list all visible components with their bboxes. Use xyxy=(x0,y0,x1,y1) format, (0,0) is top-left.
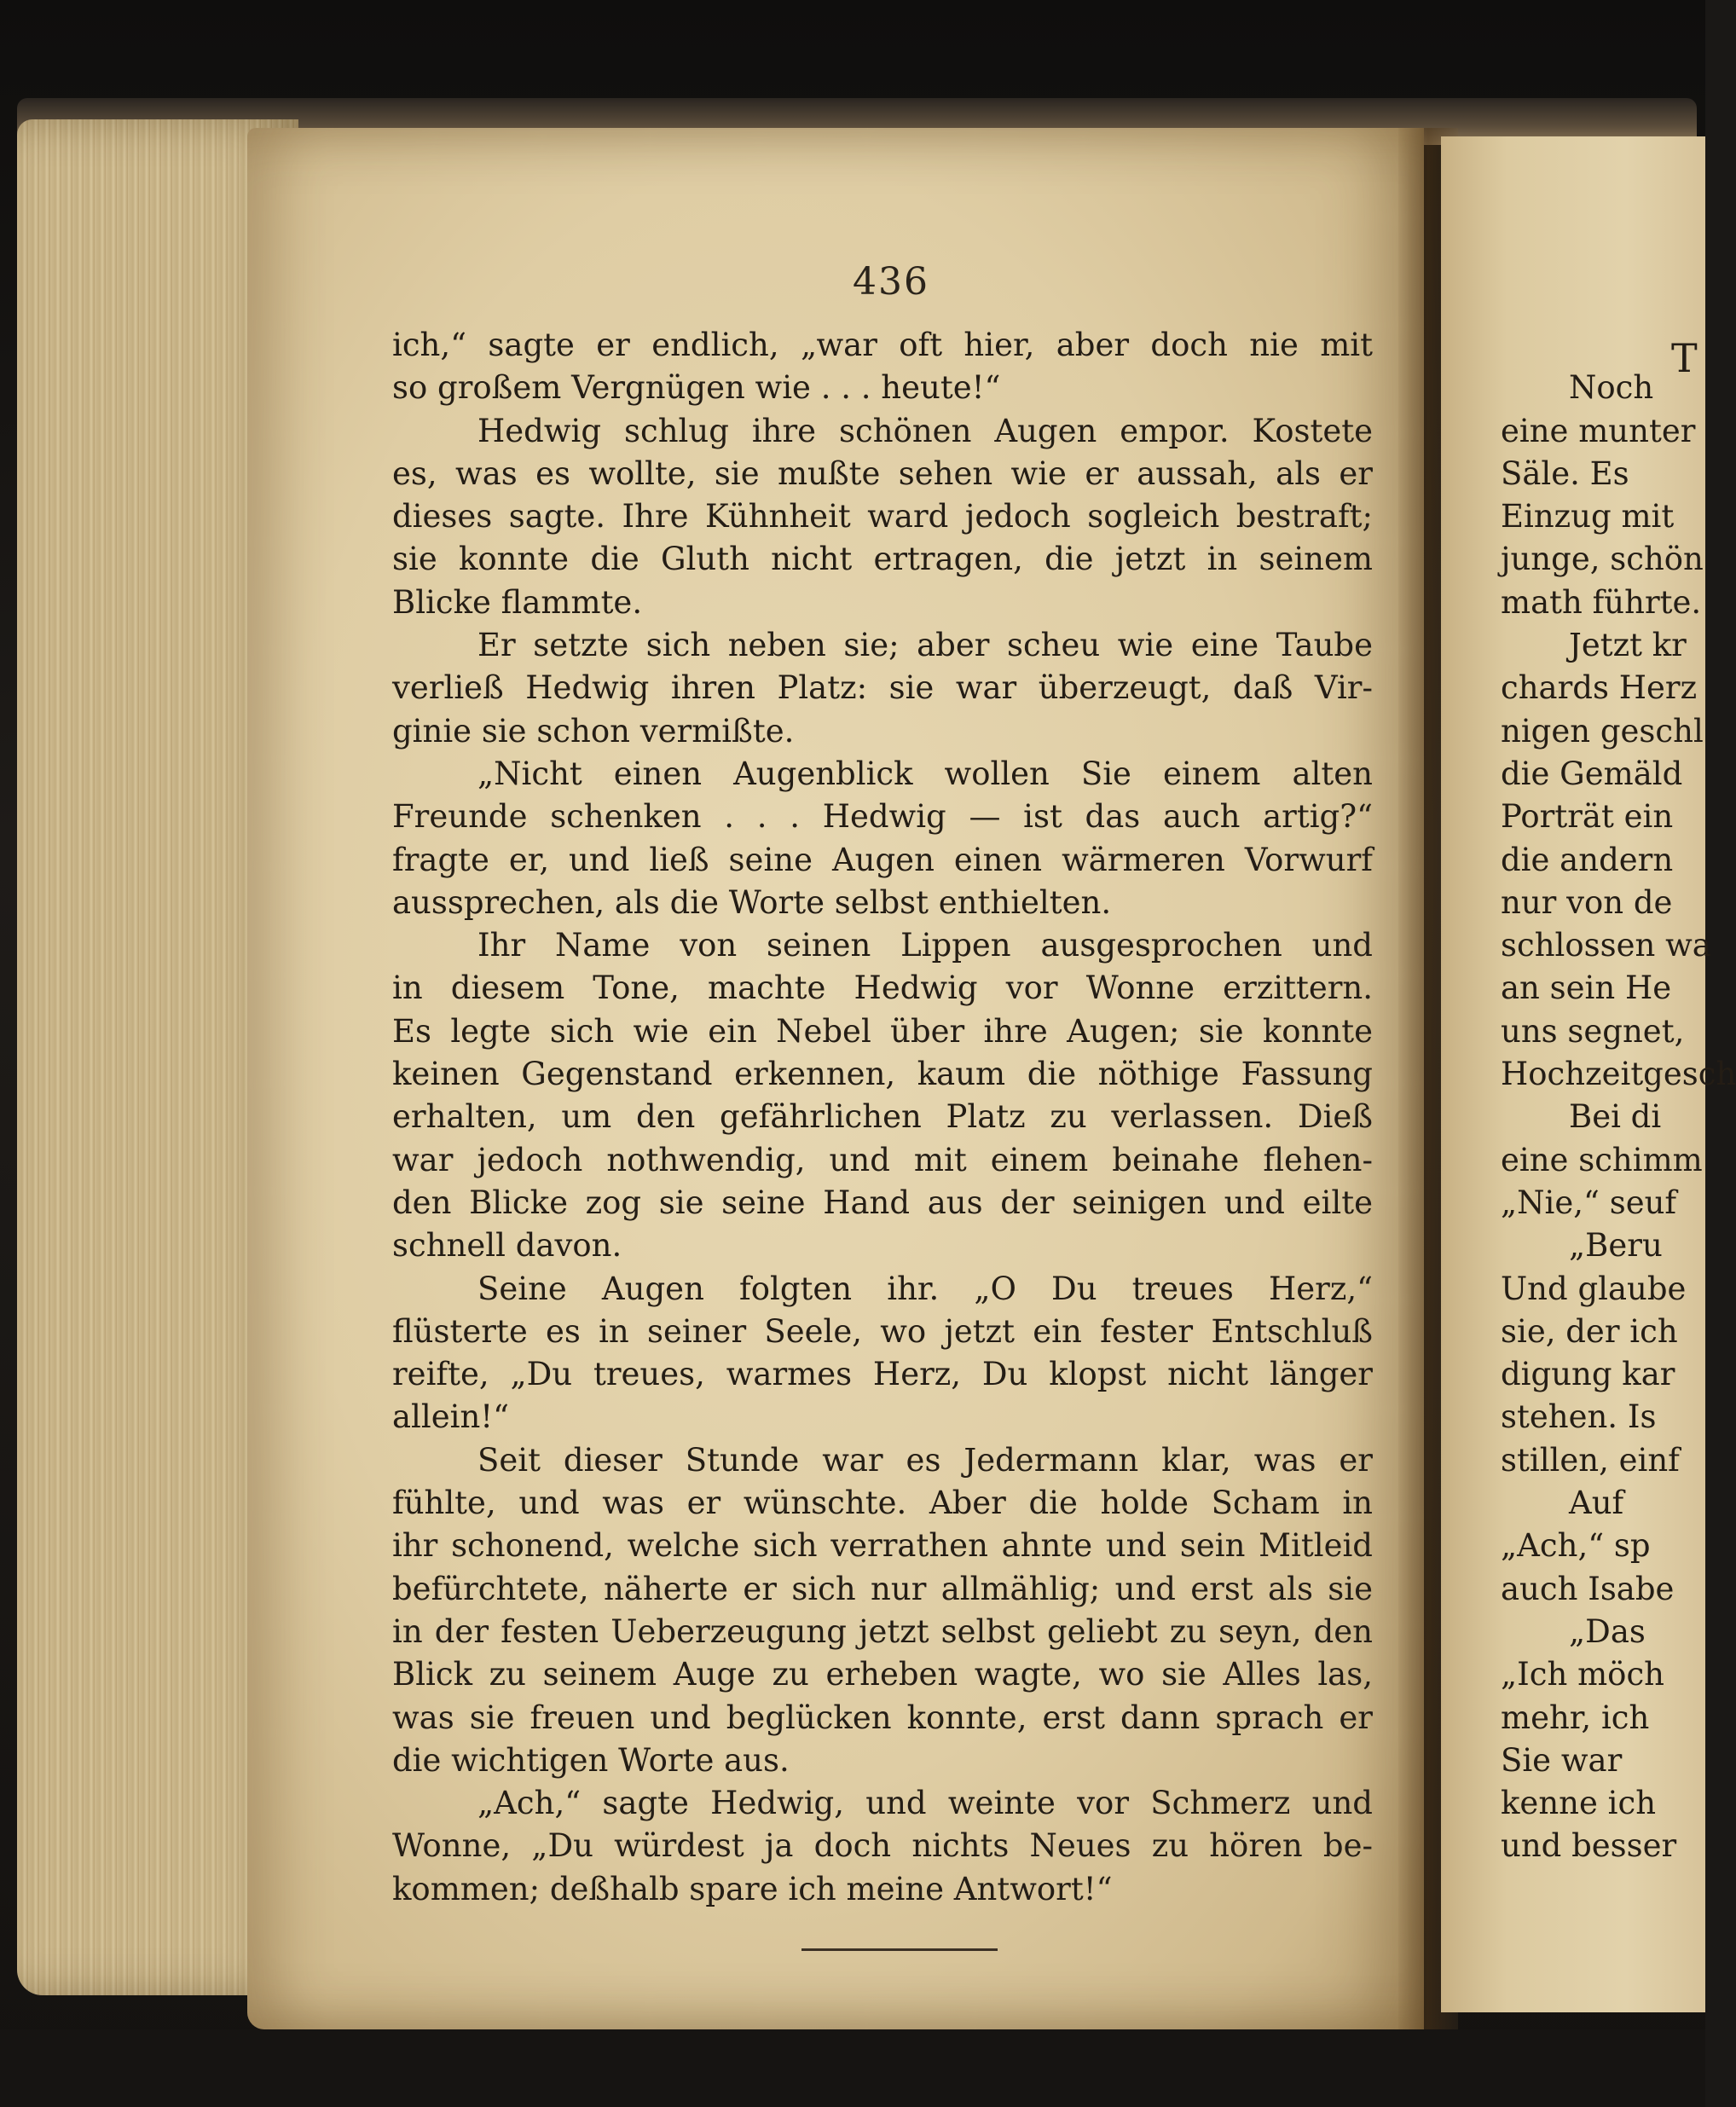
text-line: „Ach,“ sagte Hedwig, und weinte vor Schmerz und xyxy=(477,1785,1373,1822)
text-line: Wonne, „Du würdest ja doch nichts Neues zu hören be- xyxy=(392,1827,1373,1865)
text-line: keinen Gegenstand erkennen, kaum die nöthige Fassung xyxy=(392,1056,1373,1093)
text-line: Freunde schenken . . . Hedwig — ist das auch artig?“ xyxy=(392,798,1373,836)
text-line: fühlte, und was er wünschte. Aber die holde Scham in xyxy=(392,1485,1373,1522)
text-line: schnell davon. xyxy=(392,1227,622,1265)
right-page-line: schlossen wa xyxy=(1501,927,1711,964)
right-page-line: junge, schön xyxy=(1501,541,1704,578)
right-page-line: auch Isabe xyxy=(1501,1570,1675,1607)
text-line: die wichtigen Worte aus. xyxy=(392,1741,790,1779)
section-divider-rule xyxy=(801,1948,998,1951)
right-page-line: Einzug mit xyxy=(1501,498,1675,535)
background-bottom xyxy=(0,2029,1705,2107)
right-page-line: stillen, einf xyxy=(1501,1441,1680,1479)
right-page-line: eine munter xyxy=(1501,412,1696,449)
right-page-line: stehen. Is xyxy=(1501,1398,1657,1436)
text-line: verließ Hedwig ihren Platz: sie war überzeugt, daß Vir- xyxy=(392,669,1373,707)
text-line: dieses sagte. Ihre Kühnheit ward jedoch sogleich bestraft; xyxy=(392,498,1373,535)
right-page-line xyxy=(1501,324,1722,367)
text-line: fragte er, und ließ seine Augen einen wärmeren Vorwurf xyxy=(392,841,1373,878)
left-page-text xyxy=(392,324,1373,1911)
text-line: Ihr Name von seinen Lippen ausgesprochen und xyxy=(477,927,1373,964)
text-line: war jedoch nothwendig, und mit einem beinahe flehen- xyxy=(392,1141,1373,1178)
text-line: den Blicke zog sie seine Hand aus der seinigen und eilte xyxy=(392,1184,1373,1221)
right-page-line: math führte. xyxy=(1501,583,1702,621)
right-page-line: Säle. Es xyxy=(1501,454,1629,492)
text-line: so großem Vergnügen wie . . . heute!“ xyxy=(392,369,1001,407)
page-number: 436 xyxy=(853,260,929,304)
text-line: Es legte sich wie ein Nebel über ihre Augen; sie konnte xyxy=(392,1012,1373,1050)
text-line: ihr schonend, welche sich verrathen ahnte und sein Mitleid xyxy=(392,1527,1373,1565)
text-line: Blicke flammte. xyxy=(392,583,643,621)
text-line: Hedwig schlug ihre schönen Augen empor. Kostete xyxy=(477,412,1373,449)
right-page-heading-fragment: T xyxy=(1671,335,1698,381)
text-line: Seine Augen folgten ihr. „O Du treues Herz,“ xyxy=(477,1270,1373,1307)
text-line: allein!“ xyxy=(392,1398,510,1436)
text-line: Blick zu seinem Auge zu erheben wagte, wo sie Alles las, xyxy=(392,1656,1373,1693)
right-page-line: digung kar xyxy=(1501,1356,1675,1393)
right-page-line: kenne ich xyxy=(1501,1785,1657,1822)
right-page-line: Und glaube xyxy=(1501,1270,1687,1307)
text-line: was sie freuen und beglücken konnte, erst dann sprach er xyxy=(392,1699,1373,1736)
text-line: in der festen Ueberzeugung jetzt selbst geliebt zu seyn, den xyxy=(392,1612,1373,1650)
text-line: in diesem Tone, machte Hedwig vor Wonne erzittern. xyxy=(392,970,1373,1007)
text-line: es, was es wollte, sie mußte sehen wie er aussah, als er xyxy=(392,454,1373,492)
right-page-line: Porträt ein xyxy=(1501,798,1674,836)
right-page-line: Hochzeitgesch xyxy=(1501,1056,1736,1093)
right-page-line: an sein He xyxy=(1501,970,1672,1007)
right-page-line: Sie war xyxy=(1501,1741,1623,1779)
text-line: aussprechen, als die Worte selbst enthielten. xyxy=(392,883,1112,921)
right-page-line: „Nie,“ seuf xyxy=(1501,1184,1677,1221)
right-page-line: uns segnet, xyxy=(1501,1012,1685,1050)
right-page-line: nur von de xyxy=(1501,883,1673,921)
text-line: befürchtete, näherte er sich nur allmählig; und erst als sie xyxy=(392,1570,1373,1607)
right-page-text xyxy=(1501,324,1736,1868)
right-page-line: „Beru xyxy=(1569,1227,1663,1265)
right-page-line: sie, der ich xyxy=(1501,1312,1678,1350)
right-page-line: die andern xyxy=(1501,841,1674,878)
text-line: reifte, „Du treues, warmes Herz, Du klopst nicht länger xyxy=(392,1356,1373,1393)
right-page-line: nigen geschl xyxy=(1501,712,1704,750)
right-page-line: „Das xyxy=(1569,1612,1646,1650)
text-line: erhalten, um den gefährlichen Platz zu verlassen. Dieß xyxy=(392,1098,1373,1136)
right-page-line: Bei di xyxy=(1569,1098,1662,1136)
right-page-line: eine schimm xyxy=(1501,1141,1703,1178)
text-line: Seit dieser Stunde war es Jedermann klar, was er xyxy=(477,1441,1373,1479)
text-line: ich,“ sagte er endlich, „war oft hier, aber doch nie mit xyxy=(392,327,1373,363)
text-line: Er setzte sich neben sie; aber scheu wie eine Taube xyxy=(477,627,1373,664)
right-page-line: die Gemäld xyxy=(1501,755,1683,792)
text-line: ginie sie schon vermißte. xyxy=(392,712,795,750)
right-page-line: „Ich möch xyxy=(1501,1656,1665,1693)
right-page-line: Jetzt kr xyxy=(1569,627,1687,664)
text-line: sie konnte die Gluth nicht ertragen, die jetzt in seinem xyxy=(392,541,1373,578)
text-line: „Nicht einen Augenblick wollen Sie einem alten xyxy=(477,755,1373,792)
right-page-line: „Ach,“ sp xyxy=(1501,1527,1651,1565)
right-page-line: Noch xyxy=(1569,369,1654,407)
right-page-line: und besser xyxy=(1501,1827,1677,1865)
right-page-line: Auf xyxy=(1569,1485,1624,1522)
right-page-line: mehr, ich xyxy=(1501,1699,1650,1736)
text-line: flüsterte es in seiner Seele, wo jetzt ein fester Entschluß xyxy=(392,1312,1373,1350)
right-page-line: chards Herz xyxy=(1501,669,1698,707)
text-line: kommen; deßhalb spare ich meine Antwort!“ xyxy=(392,1870,1113,1907)
